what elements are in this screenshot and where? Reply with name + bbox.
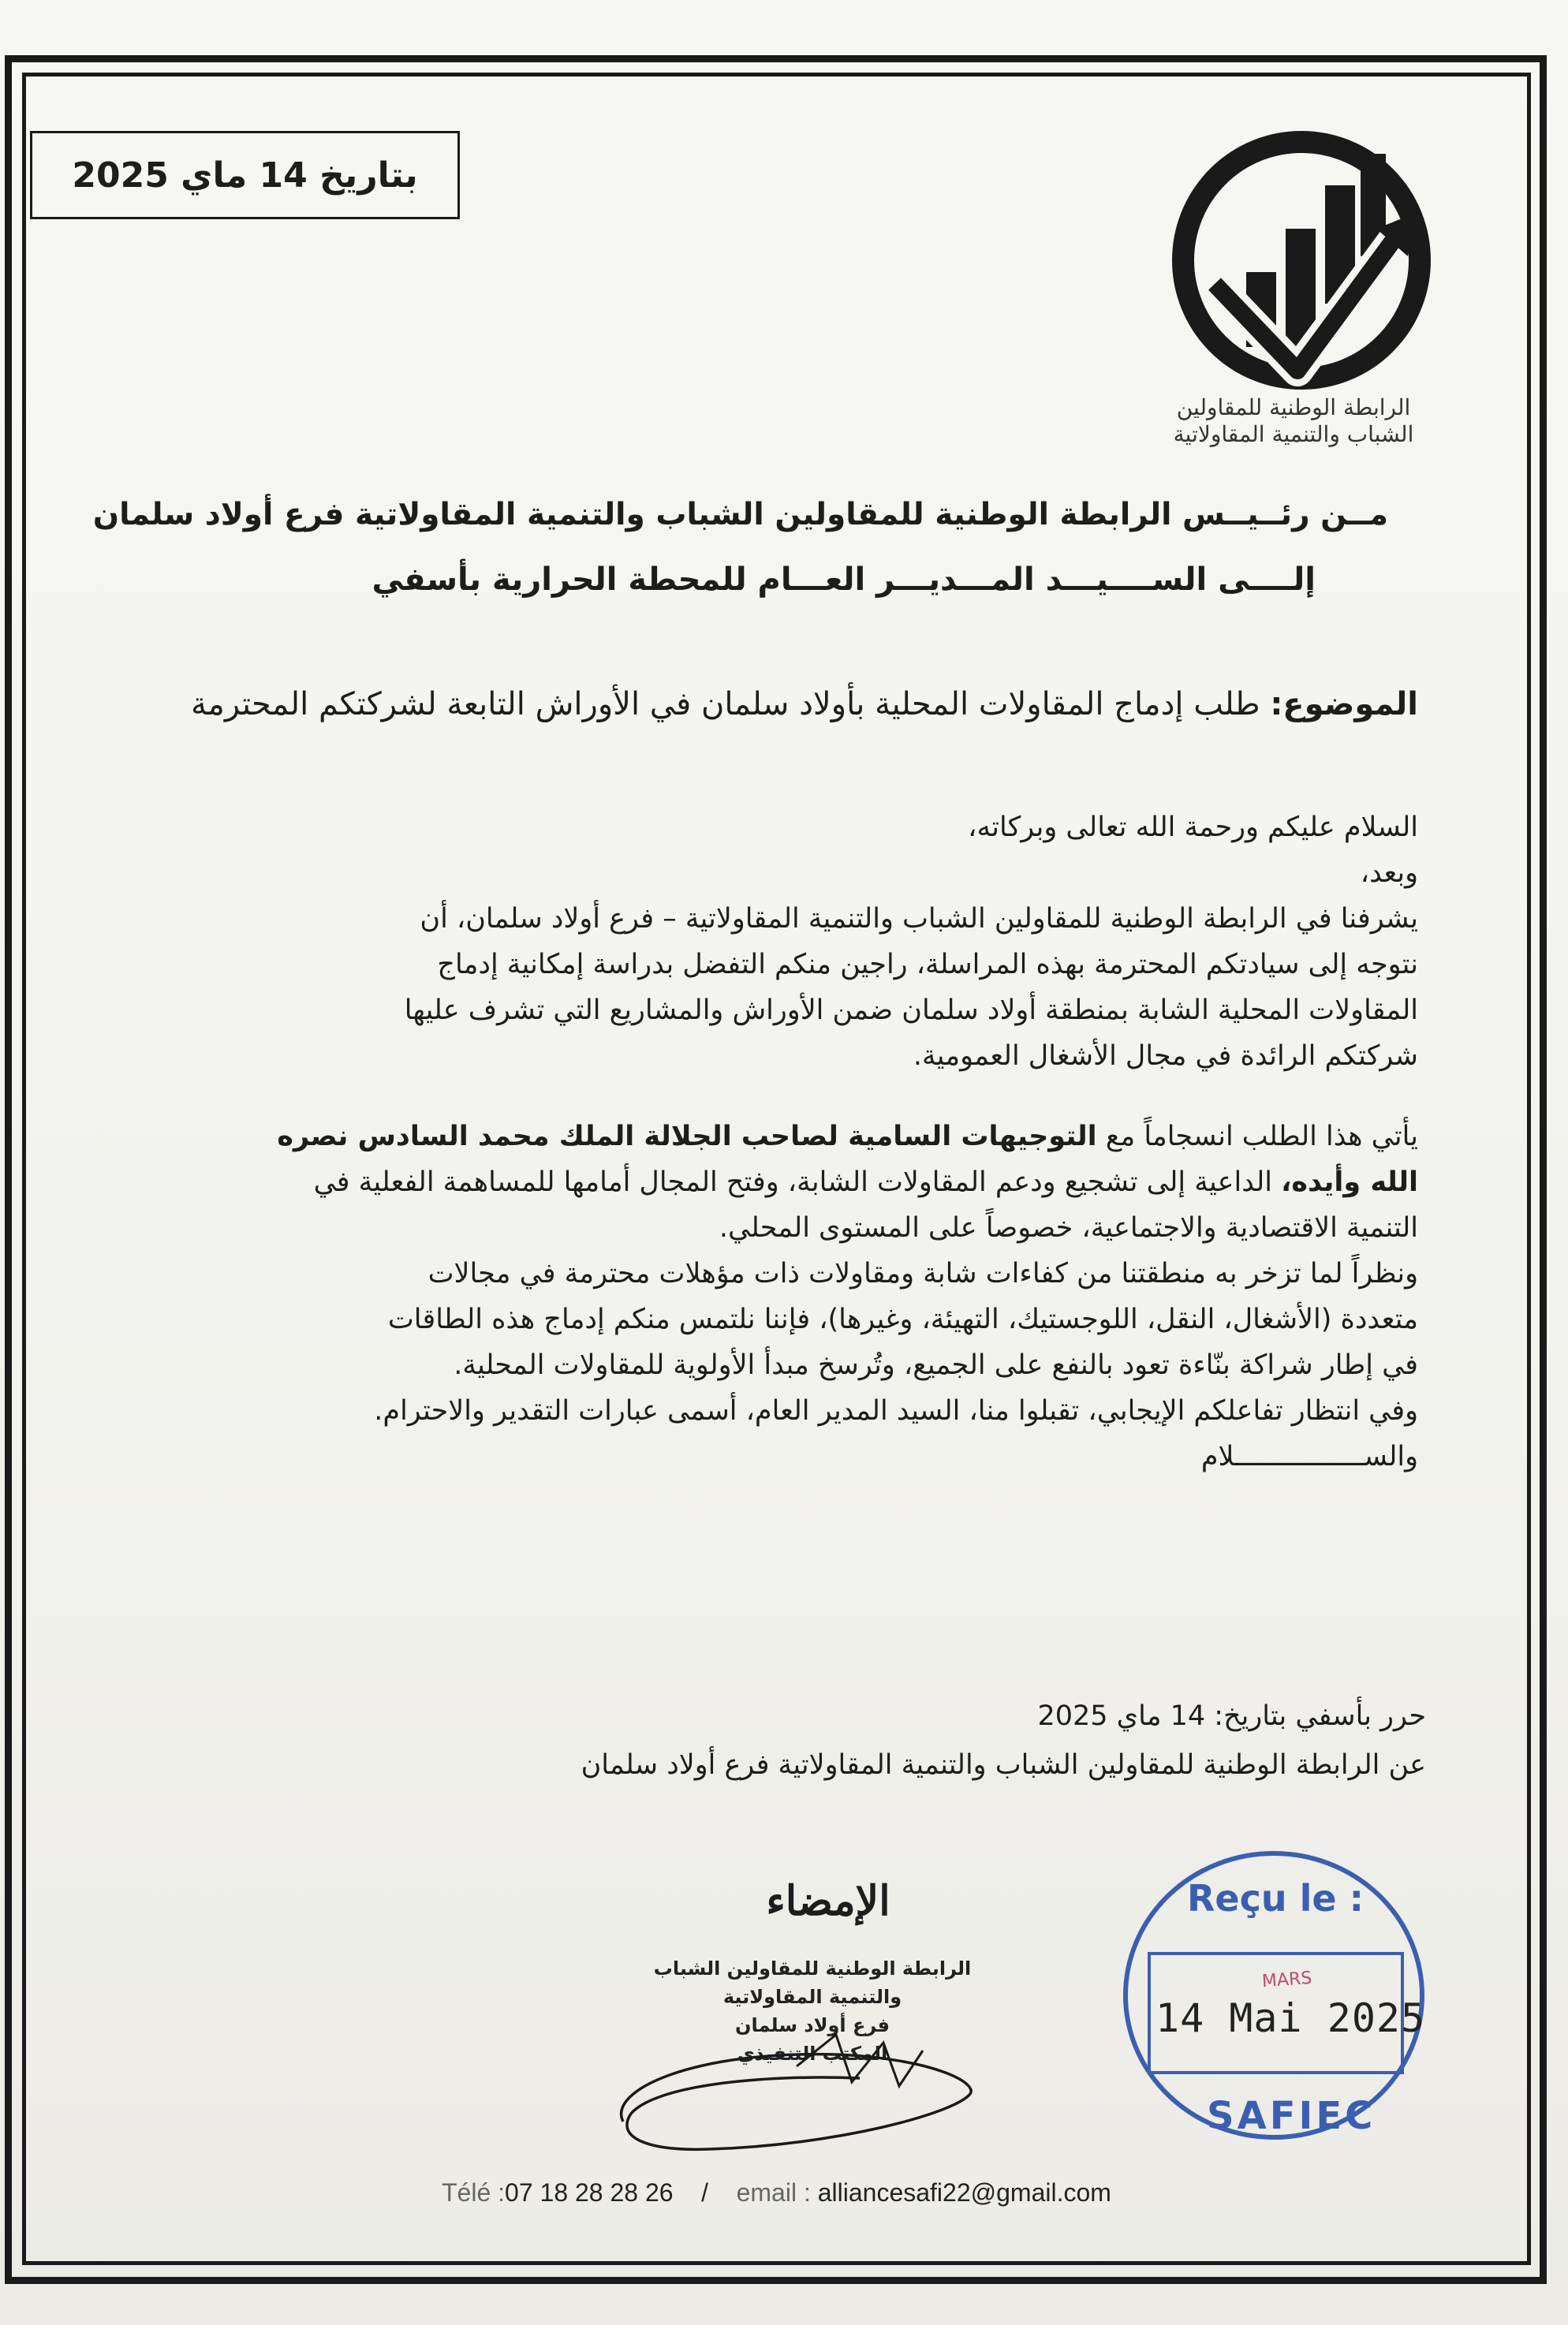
contact-email[interactable]: alliancesafi22@gmail.com (817, 2178, 1111, 2207)
contact-tel-label: Télé : (442, 2178, 506, 2207)
footer-lines (69, 1692, 1426, 1789)
opening: وبعد، (1360, 857, 1418, 889)
subject-text: طلب إدماج المقاولات المحلية بأولاد سلمان في الأوراش التابعة لشركتكم المحترمة (190, 686, 1260, 722)
received-stamp-org: SAFIEC (1207, 2094, 1376, 2138)
stamp-line-2: والتنمية المقاولاتية (722, 1986, 902, 2008)
sender-line: مــن رئــيــس الرابطة الوطنية للمقاولين الشباب والتنمية المقاولاتية فرع أولاد سلمان (92, 497, 1388, 532)
on-behalf: عن الرابطة الوطنية للمقاولين الشباب والتنمية المقاولاتية فرع أولاد سلمان (581, 1749, 1426, 1781)
logo-caption (1152, 394, 1435, 448)
stamp-line-3: فرع أولاد سلمان (734, 2014, 890, 2036)
contact-tel: 07 18 28 28 26 (505, 2178, 674, 2207)
letter-body (62, 804, 1418, 1480)
contact-separator: / (701, 2178, 709, 2207)
paragraph-3-line-3: في إطار شراكة بنّاءة تعود بالنفع على الجميع، وتُرسخ مبدأ الأولوية للمقاولات المحلية. (454, 1349, 1418, 1381)
paragraph-2-line-3: التنمية الاقتصادية والاجتماعية، خصوصاً على المستوى المحلي. (719, 1212, 1418, 1244)
paragraph-2-part-a: يأتي هذا الطلب انسجاماً مع (1105, 1121, 1418, 1152)
stamp-line-1: الرابطة الوطنية للمقاولين الشباب (653, 1957, 972, 1980)
paragraph-1-line-1: يشرفنا في الرابطة الوطنية للمقاولين الشباب والتنمية المقاولاتية – فرع أولاد سلمان، أن (420, 903, 1418, 935)
stamp-line-4: المكتب التنفيذي (737, 2043, 888, 2065)
greeting: السلام عليكم ورحمة الله تعالى وبركاته، (968, 812, 1418, 843)
handwritten-signature (599, 2019, 1010, 2161)
recipient-line: إلــــى الســــيـــد المـــديـــر العـــام للمحطة الحرارية بأسفي (371, 562, 1316, 598)
contact-line (442, 2178, 1111, 2207)
subject-label: الموضوع: (1270, 686, 1418, 722)
paragraph-2-part-c: الله وأيده، (1281, 1166, 1418, 1198)
paragraph-1-line-4: شركتكم الرائدة في مجال الأشغال العمومية. (913, 1040, 1418, 1072)
date-box (30, 131, 460, 219)
paragraph-3-line-2: متعددة (الأشغال، النقل، اللوجستيك، التهيئة، وغيرها)، فإننا نلتمس منكم إدماج هذه الطاقات (387, 1304, 1418, 1335)
paragraph-2-line-1 (62, 1114, 1418, 1159)
paragraph-2-part-b: التوجيهات السامية لصاحب الجلالة الملك محمد السادس نصره (277, 1121, 1097, 1152)
written-at: حرر بأسفي بتاريخ: 14 ماي 2025 (1037, 1700, 1426, 1732)
organization-logo (1159, 118, 1443, 402)
logo-caption-line2: الشباب والتنمية المقاولاتية (1173, 421, 1414, 447)
subject-line (38, 686, 1418, 722)
received-stamp-date: 14 Mai 2025 (1155, 1995, 1426, 2041)
paragraph-2-line-2 (62, 1159, 1418, 1205)
date-box-text: بتاريخ 14 ماي 2025 (72, 155, 418, 196)
paragraph-4: وفي انتظار تفاعلكم الإيجابي، تقبلوا منا، السيد المدير العام، أسمى عبارات التقدير والاحترام. (374, 1395, 1418, 1427)
paragraph-1-line-2: نتوجه إلى سيادتكم المحترمة بهذه المراسلة، راجين منكم التفضل بدراسة إمكانية إدماج (437, 949, 1418, 980)
signature-title: الإمضاء (766, 1877, 890, 1925)
received-stamp-label: Reçu le : (1187, 1877, 1365, 1920)
paragraph-1-line-3: المقاولات المحلية الشابة بمنطقة أولاد سلمان ضمن الأوراش والمشاريع التي تشرف عليها (404, 995, 1418, 1026)
closing: والســــــــــــــــلام (1200, 1441, 1418, 1472)
paragraph-2-part-d: الداعية إلى تشجيع ودعم المقاولات الشابة، وفتح المجال أمامها للمساهمة الفعلية في (313, 1166, 1272, 1198)
received-stamp-overprint: MARS (1261, 1968, 1313, 1992)
logo-caption-line1: الرابطة الوطنية للمقاولين (1176, 394, 1411, 420)
paragraph-3-line-1: ونظراً لما تزخر به منطقتنا من كفاءات شابة ومقاولات ذات مؤهلات محترمة في مجالات (427, 1258, 1418, 1289)
contact-email-label: email : (736, 2178, 811, 2207)
